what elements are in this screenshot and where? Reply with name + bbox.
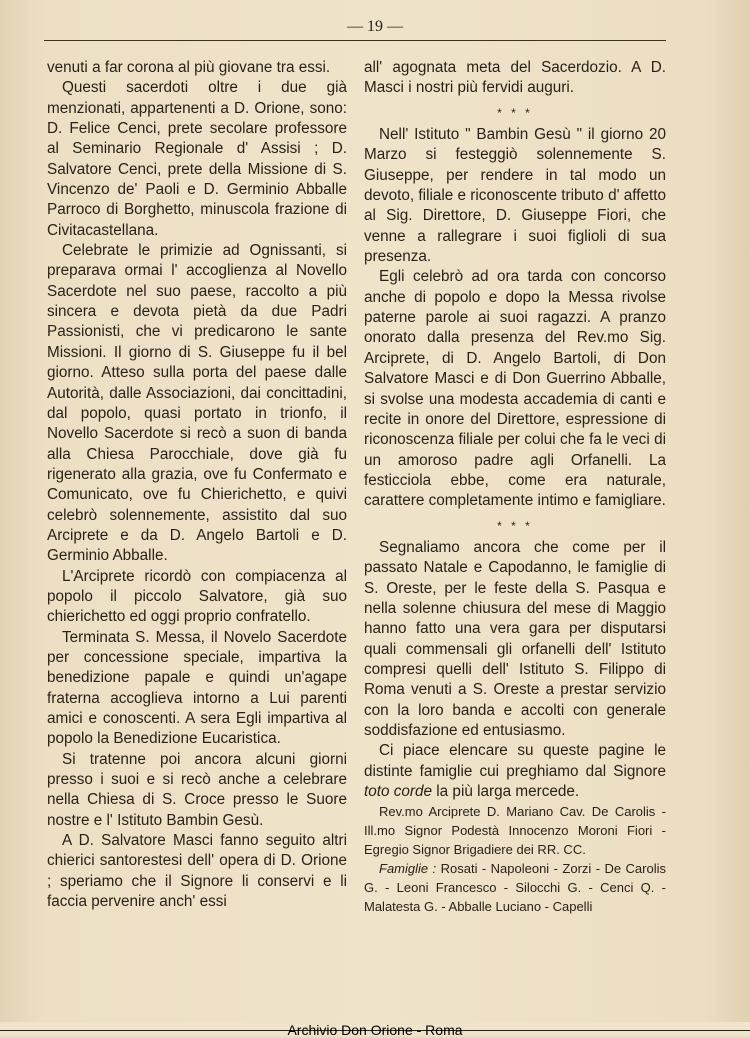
paragraph-text: Ci piace elencare su queste pagine le distinte famiglie cui preghiamo dal Signore — [364, 742, 666, 780]
families-note — [364, 859, 666, 916]
paragraph: Nell' Istituto " Bambin Gesù " il giorno 20 Marzo si festeggiò solennemente S. Giuseppe, per rendere in tal modo un devoto, filiale e riconoscente tributo d' affetto al Sig. Direttore, D. Giuseppe Fiori, che venne a rallegrare i suoi figlioli di sua presenza. — [364, 126, 666, 266]
paragraph: Questi sacerdoti oltre i due già menzionati, appartenenti a D. Orione, sono: D. Felice Cenci, prete secolare professore al Seminario Regionale d' Assisi ; D. Salvatore Cenci, prete della Missione di S. Vincenzo de' Paoli e D. Germinio Abballe Parroco di Borghetto, minuscola frazione di Civitacastellana. — [47, 79, 347, 239]
paragraph: Celebrate le primizie ad Ognissanti, si preparava ormai l' accoglienza al Novello Sacerdote nel suo paese, raccolto a più sincera e devota pietà da due Padri Passionisti, che vi predicarono le sante Missioni. Il giorno di S. Giuseppe fu il bel giorno. Atteso sulla porta del paese dalle Autorità, dalle Associazioni, dai concittadini, dal popolo, quasi portato in trionfo, il Novello Sacerdote si recò a suon di banda alla Chiesa Parocchiale, dove già fu rigenerato alla grazia, ove fu Confermato e Comunicato, ove fu Chierichetto, e quivi celebrò solennemente, assistito dal suo Arciprete e da D. Angelo Bartoli e D. Germinio Abballe. — [47, 242, 347, 565]
paragraph: A D. Salvatore Masci fanno seguito altri chierici santorestesi dell' opera di D. Orione ; speriamo che il Signore li conservi e li faccia pervenire anch' essi — [47, 832, 347, 911]
families-label: Famiglie : — [379, 861, 437, 877]
paragraph-text: la più larga mercede. — [436, 783, 580, 801]
section-separator: * * * — [497, 518, 533, 533]
left-column — [47, 58, 347, 912]
families-list: Rosati - Napoleoni - Zorzi - De Carolis G. - Leoni Francesco - Silocchi G. - Cenci Q. - Malatesta G. - Abballe Luciano - Capelli — [364, 861, 666, 915]
paragraph: venuti a far corona al più giovane tra essi. — [47, 59, 331, 76]
paragraph: all' agognata meta del Sacerdozio. A D. Masci i nostri più fervidi auguri. — [364, 59, 666, 97]
page-number: — 19 — — [347, 18, 403, 35]
right-column — [364, 58, 666, 916]
paragraph — [364, 741, 666, 802]
paragraph: Egli celebrò ad ora tarda con concorso anche di popolo e dopo la Messa rivolse paterne parole ai suoi ragazzi. A pranzo onorato dalla presenza del Rev.mo Sig. Arciprete, di D. Angelo Bartoli, di Don Salvatore Masci e di Don Guerrino Abballe, si svolse una modesta accademia di canti e recite in onore del Direttore, espressione di riconoscenza filiale per colui che fa le veci di un amoroso padre agli Orfanelli. La festicciola ebbe, come era naturale, carattere completamente intimo e famigliare. — [364, 268, 666, 510]
paragraph: Terminata S. Messa, il Novelo Sacerdote per concessione speciale, impartiva la benedizione papale e quindi un'agape fraterna accoglieva intorno a Lui parenti amici e conoscenti. A sera Egli impartiva al popolo la Benedizione Eucaristica. — [47, 628, 347, 748]
donor-note: Rev.mo Arciprete D. Mariano Cav. De Carolis - Ill.mo Signor Podestà Innocenzo Moroni Fiori - Egregio Signor Brigadiere dei RR. CC. — [364, 804, 666, 858]
section-separator: * * * — [497, 105, 533, 120]
paragraph: Segnaliamo ancora che come per il passato Natale e Capodanno, le famiglie di S. Oreste, per le feste della S. Pasqua e nella solenne chiusura del mese di Maggio hanno fatto una vera gara per disputarsi quali commensali gli orfanelli dell' Istituto compresi quelli dell' Istituto S. Filippo di Roma venuti a S. Oreste a prestar servizio con la loro banda e accolti con generale soddisfazione ed entusiasmo. — [364, 538, 666, 739]
header-rule — [44, 40, 666, 41]
paragraph: L'Arciprete ricordò con compiacenza al popolo il piccolo Salvatore, già suo chierichetto ed oggi proprio confratello. — [47, 567, 347, 626]
emphasis-text: toto corde — [364, 783, 433, 801]
archive-label: Archivio Don Orione - Roma — [287, 1022, 463, 1038]
paragraph: Si tratenne poi ancora alcuni giorni presso i suoi e si recò anche a celebrare nella Chiesa di S. Croce presso le Suore nostre e l' Istituto Bambin Gesù. — [47, 750, 347, 829]
